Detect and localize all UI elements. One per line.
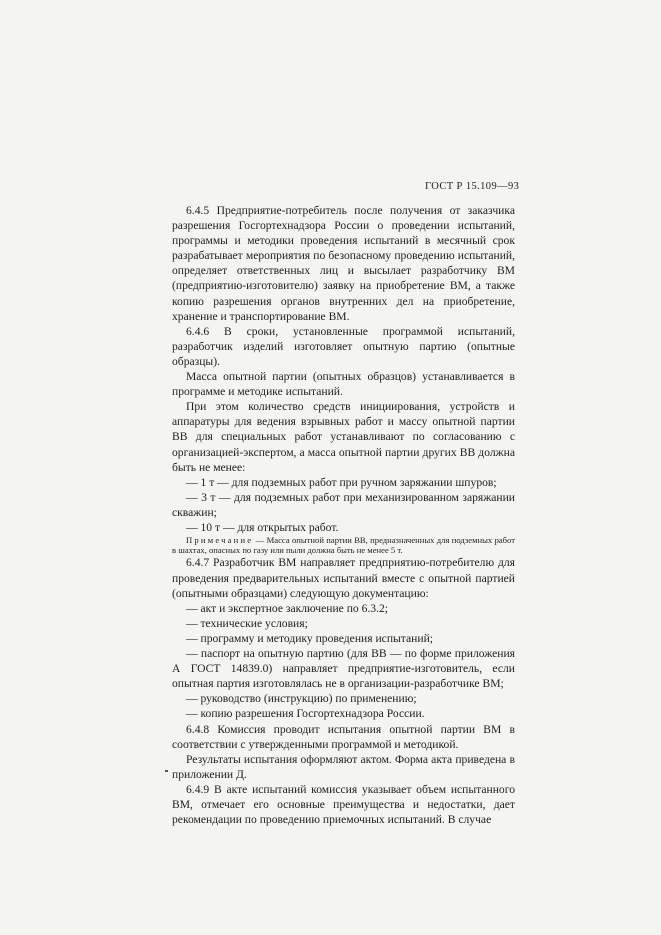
list-item: — программу и методику проведения испытаний; [186,631,434,645]
paragraph-6-4-8: 6.4.8 Комиссия проводит испытания опытной партии ВМ в соответствии с утвержденными программой и методикой. [172,722,515,751]
paragraph-6-4-6: 6.4.6 В сроки, установленные программой испытаний, разработчик изделий изготовляет опытную партию (опытные образцы). [172,324,515,368]
list-item: — технические условия; [186,616,308,630]
document-body [172,203,515,827]
list-item: — 10 т — для открытых работ. [186,520,339,534]
note-text: — Масса опытной партии ВВ, предназначенных для подземных работ в шахтах, опасных по газу или пыли должна быть не менее 5 т. [172,535,515,556]
page-header: ГОСТ Р 15.109—93 [425,181,520,192]
scan-speck [165,770,168,772]
paragraph-mass: Масса опытной партии (опытных образцов) устанавливается в программе и методике испытаний. [172,370,515,399]
list-item: — 3 т — для подземных работ при механизированном заряжании скважин; [172,490,515,519]
list-item: — 1 т — для подземных работ при ручном заряжании шпуров; [186,475,497,489]
paragraph-results: Результаты испытания оформляют актом. Форма акта приведена в приложении Д. [172,752,515,781]
paragraph-6-4-7: 6.4.7 Разработчик ВМ направляет предприятию-потребителю для проведения предварительных испытаний вместе с опытной партией (опытными образцами) следующую документацию: [172,556,515,600]
list-item: — руководство (инструкцию) по применению; [186,692,417,706]
note [172,535,515,555]
paragraph-6-4-5: 6.4.5 Предприятие-потребитель после получения от заказчика разрешения Госгортехнадзора России о проведении испытаний, программы и методики проведения испытаний в месячный срок разрабатывает мероприятия по безопасному проведению испытаний, определяет ответственных лиц и высылает разработчику ВМ (предприятию-изготовителю) заявку на приобретение ВМ, а также копию разрешения органов внутренних дел на приобретение, хранение и транспортирование ВМ. [172,204,515,323]
list-item: — копию разрешения Госгортехнадзора России. [186,707,425,721]
list-item: — акт и экспертное заключение по 6.3.2; [186,601,389,615]
list-item: — паспорт на опытную партию (для ВВ — по форме приложения А ГОСТ 14839.0) направляет предприятие-изготовитель, если опытная партия изготовлялась не в организации-разработчике ВМ; [172,647,515,691]
paragraph-quantity: При этом количество средств инициирования, устройств и аппаратуры для ведения взрывных работ и массу опытной партии ВВ для специальных работ устанавливают по согласованию с организацией-экспертом, а масса опытной партии других ВВ должна быть не менее: [172,400,515,474]
paragraph-6-4-9: 6.4.9 В акте испытаний комиссия указывает объем испытанного ВМ, отмечает его основные преимущества и недостатки, дает рекомендации по проведению приемочных испытаний. В случае [172,782,515,827]
note-label: Примечание [186,535,254,546]
